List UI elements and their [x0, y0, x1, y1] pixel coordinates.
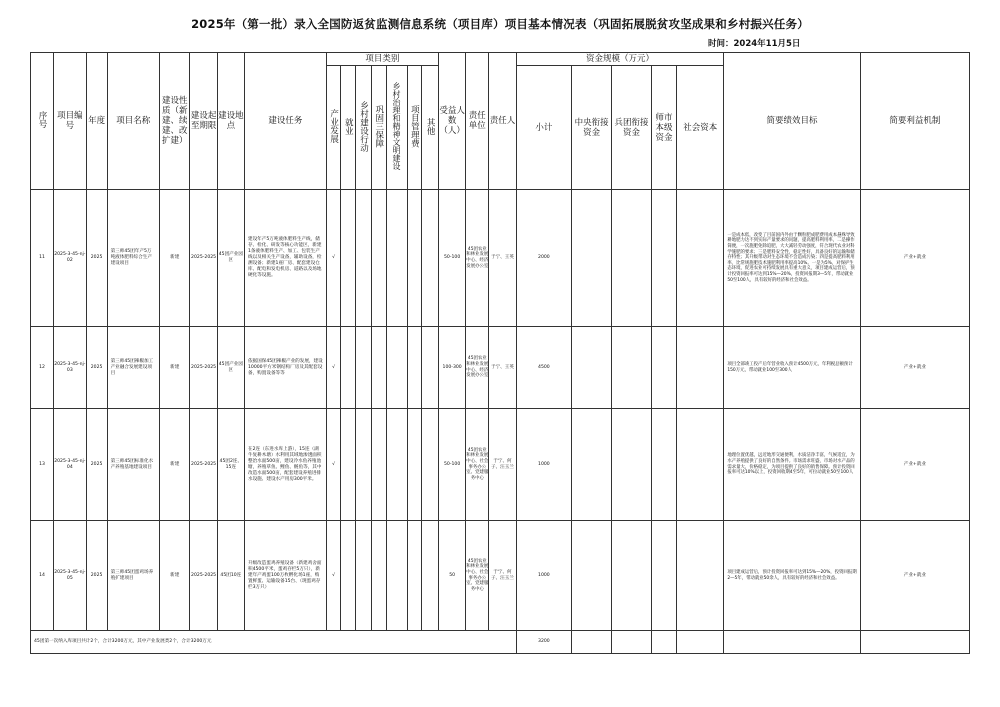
header-central: 中央衔接资金	[572, 66, 612, 190]
header-person: 责任人	[489, 53, 516, 190]
header-nature: 建设性质（新建、续建、改扩建）	[160, 53, 190, 190]
cell-unit: 45团农业和林业发展中心、经济发展办公室	[466, 190, 489, 327]
cell-location: 45团产业园区	[217, 327, 244, 409]
cell-beneficiaries: 100-300	[438, 327, 465, 409]
project-table	[30, 52, 970, 654]
cell-cat-industry: √	[326, 409, 341, 521]
cell-seq: 13	[31, 409, 54, 521]
cell-location: 45团2连、15连	[217, 409, 244, 521]
cell-subtotal: 1000	[516, 521, 572, 631]
table-row	[31, 190, 970, 327]
cell-goals: 项目建成运营后，预计投资回报率可达到15%—20%，投资回报期2—5年，带动就业50余人，具有较好的经济和社会效益。	[724, 521, 860, 631]
cell-nature: 新建	[160, 190, 190, 327]
header-period: 建设起至期限	[190, 53, 217, 190]
cell-location: 45团10连	[217, 521, 244, 631]
cell-mechanism: 产业+就业	[860, 409, 969, 521]
cell-person: 于宁、王英	[489, 190, 516, 327]
header-seq: 序号	[31, 53, 54, 190]
header-mechanism: 简要利益机制	[860, 53, 969, 190]
cell-person: 于宁、何子、汪玉兰	[489, 409, 516, 521]
header-shiben: 师市本级资金	[651, 66, 676, 190]
cell-subtotal: 2000	[516, 190, 572, 327]
cell-code: 2025-3-45-nj-04	[54, 409, 87, 521]
header-code: 项目编号	[54, 53, 87, 190]
header-cat-other: 其他	[422, 66, 439, 190]
cell-seq: 12	[31, 327, 54, 409]
cell-unit: 45团农业和林业发展中心、社会事务办公室、党建服务中心	[466, 521, 489, 631]
date-line: 时间：2024年11月5日	[708, 39, 801, 49]
summary-row	[31, 631, 970, 654]
cell-seq: 14	[31, 521, 54, 631]
cell-task: 建设年产5万吨液体肥料生产线，储存、检化、研发等核心功能区，新建1条液体肥料生产、加工、包装生产线以及相关生产设备，辅助设备，检测设备；新建1座厂房、配套建设仓库、配电和发电机房、道路以及场地硬化等设施。	[244, 190, 326, 327]
cell-mechanism: 产业+就业	[860, 327, 969, 409]
cell-beneficiaries: 50-100	[438, 190, 465, 327]
header-cat-industry: 产业发展	[326, 66, 341, 190]
cell-code: 2025-3-45-nj-05	[54, 521, 87, 631]
cell-nature: 新建	[160, 327, 190, 409]
cell-nature: 新建	[160, 409, 190, 521]
cell-subtotal: 4500	[516, 327, 572, 409]
cell-period: 2025-2025	[190, 409, 217, 521]
table-row	[31, 521, 970, 631]
cell-cat-industry: √	[326, 327, 341, 409]
header-subtotal: 小计	[516, 66, 572, 190]
cell-task: 在2连（东进水库上游），15连（湖牛复耕木塘）水利用其域地渗透面积整治水面500亩，建设冷水鱼养殖池塘，养殖草鱼、鲤鱼、鲢鱼等，其中改造水面500亩，配套建设养殖进排水设施、建设水产用房300平米。	[244, 409, 326, 521]
header-cat-employment: 就业	[341, 66, 356, 190]
cell-location: 45团产业园区	[217, 190, 244, 327]
cell-task: 升级改造蛋鸡养殖设备（新建鸡舍面积4500平米，蛋鸡存栏5万只），新建年产鸡蛋100万枚孵化场1座，购置鲜蛋、运输设备15台、（现蛋鸡存栏3万只）	[244, 521, 326, 631]
cell-task: 依据国保45团辣椒产业的发展，建设10000平方米钢结构厂房及其配套设备，购置设备等等	[244, 327, 326, 409]
cell-mechanism: 产业+就业	[860, 521, 969, 631]
cell-person: 于宁、王英	[489, 327, 516, 409]
cell-cat-industry: √	[326, 521, 341, 631]
cell-name: 第三师45团年产5万吨液体肥料综合生产建设项目	[107, 190, 159, 327]
header-name: 项目名称	[107, 53, 159, 190]
header-cat-governance: 乡村治理和精神文明建设	[386, 66, 407, 190]
cell-nature: 新建	[160, 521, 190, 631]
cell-goals: 一是成本低，改变了目前国内外由于颗粒肥成肥费用成本悬殊导致耕地肥力达不到实际产量要求的问题，提高肥料利用率，二是操作简便，一次施肥免除追肥，大大减轻劳动强度，符合现代农业对科学施肥的要求；三是肥料安全性，稳定性好，具备良好的运输和储存特性；其升级带动对生态环境不会造成污染；四是提高肥料利用率，比常规施肥技术施肥利用率提高10%。一是为5%，对保护生态环境，促进农业可持续发展具有重大意义，项目建成运营后，预计投资回报率可达到15%—20%，投资回报期3—5年，带动就业50至100人，具有较好的经济和社会效益。	[724, 190, 860, 327]
table-row	[31, 409, 970, 521]
cell-seq: 11	[31, 190, 54, 327]
cell-mechanism: 产业+就业	[860, 190, 969, 327]
summary-note: 45团第一次纳入库项目共计2个，合计3200万元，其中产业发展类2个，合计3200万元	[31, 631, 517, 654]
cell-beneficiaries: 50	[438, 521, 465, 631]
header-location: 建设地点	[217, 53, 244, 190]
header-category-group: 项目类别	[326, 53, 438, 66]
header-year: 年度	[86, 53, 107, 190]
cell-code: 2025-3-45-nj-02	[54, 190, 87, 327]
cell-beneficiaries: 50-100	[438, 409, 465, 521]
header-cat-mgmt: 项目管理费	[407, 66, 422, 190]
header-social: 社会资本	[677, 66, 724, 190]
cell-cat-industry: √	[326, 190, 341, 327]
cell-name: 第三师45团标准化水产养殖基地建设项目	[107, 409, 159, 521]
header-bingtuan: 兵团衔接资金	[612, 66, 652, 190]
header-task: 建设任务	[244, 53, 326, 190]
cell-name: 第三师45团蛋鸡场养殖扩建项目	[107, 521, 159, 631]
cell-year: 2025	[86, 190, 107, 327]
summary-total: 3200	[516, 631, 572, 654]
header-cat-rural: 乡村建设行动	[356, 66, 372, 190]
cell-unit: 45团农业和林业发展中心、经济发展办公室	[466, 327, 489, 409]
cell-period: 2025-2025	[190, 521, 217, 631]
page-title: 2025年（第一批）录入全国防返贫监测信息系统（项目库）项目基本情况表（巩固拓展脱贫攻坚成果和乡村振兴任务）	[191, 17, 809, 31]
header-goals: 简要绩效目标	[724, 53, 860, 190]
cell-period: 2025-2025	[190, 190, 217, 327]
cell-subtotal: 1000	[516, 409, 572, 521]
cell-unit: 45团农业和林业发展中心、社会事务办公室、党建服务中心	[466, 409, 489, 521]
cell-period: 2025-2025	[190, 327, 217, 409]
cell-year: 2025	[86, 409, 107, 521]
cell-year: 2025	[86, 327, 107, 409]
header-cat-guarantee: 巩固三保障	[371, 66, 386, 190]
cell-code: 2025-3-45-nj-03	[54, 327, 87, 409]
cell-goals: 地理位置优越，远近地形交通便利，水质洁净丰富，气候适宜，为水产养殖提供了良好的自然条件。市场需求旺盛，市场对水产品的需求量大，价格稳定，为项目提供了良好的销售保障。预计投资回报率可达10%以上，投资回收期4至5年，可拉动就业50至100人	[724, 409, 860, 521]
cell-person: 于宁、何子、汪玉兰	[489, 521, 516, 631]
header-fund-group: 资金规模（万元）	[516, 53, 724, 66]
cell-year: 2025	[86, 521, 107, 631]
header-beneficiaries: 受益人数（人）	[438, 53, 465, 190]
header-unit: 责任单位	[466, 53, 489, 190]
table-row	[31, 327, 970, 409]
cell-name: 第三师45团辣椒加工产业融合发展建设项目	[107, 327, 159, 409]
cell-goals: 项目全部竣工投产后年营业收入预计4500万元，年利税总额预计150万元，带动就业100至300人	[724, 327, 860, 409]
